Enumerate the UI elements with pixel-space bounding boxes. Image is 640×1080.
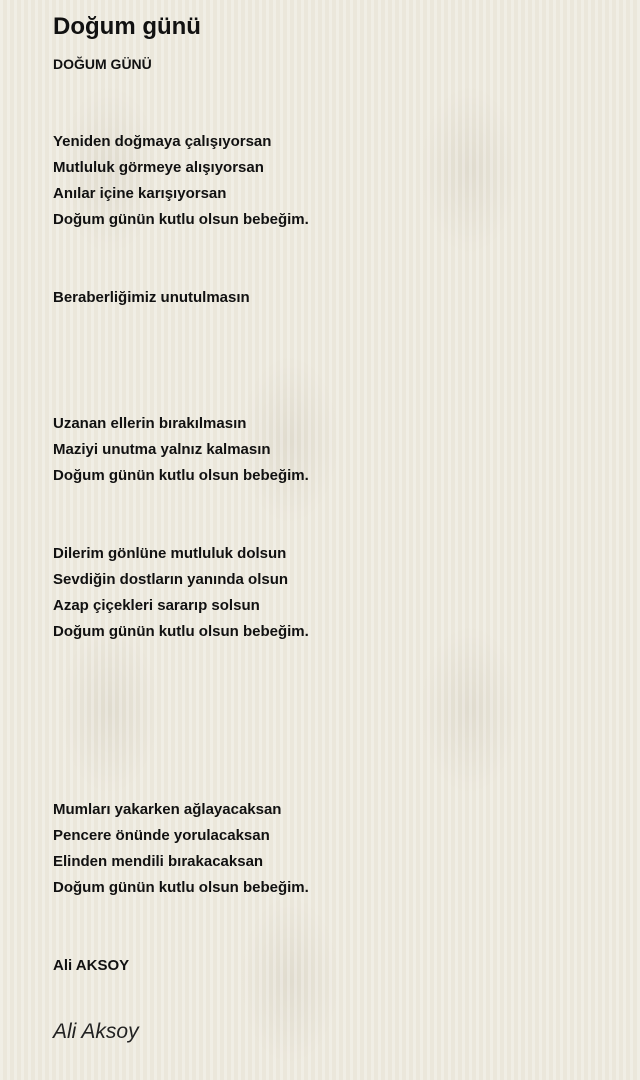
stanza-2 (53, 285, 250, 311)
poem-line: Beraberliğimiz unutulmasın (53, 289, 250, 306)
poem-line: Dilerim gönlüne mutluluk dolsun (53, 545, 287, 562)
author-signature: Ali Aksoy (53, 1020, 139, 1043)
stanza-1 (53, 129, 309, 233)
poem-line: Doğum günün kutlu olsun bebeğim. (53, 467, 309, 484)
poem-line: Mumları yakarken ağlayacaksan (53, 801, 282, 818)
poem-line: Doğum günün kutlu olsun bebeğim. (53, 623, 309, 640)
poem-line: Doğum günün kutlu olsun bebeğim. (53, 211, 309, 228)
poem-line: Sevdiğin dostların yanında olsun (53, 571, 289, 588)
stanza-4 (53, 541, 309, 645)
poem-line: Pencere önünde yorulacaksan (53, 827, 270, 844)
poem-line: Anılar içine karışıyorsan (53, 185, 227, 202)
stanza-3 (53, 411, 309, 489)
poem-author: Ali AKSOY (53, 957, 130, 974)
poem-subtitle: DOĞUM GÜNÜ (53, 56, 152, 72)
poem-line: Azap çiçekleri sararıp solsun (53, 597, 260, 614)
poem-line: Elinden mendili bırakacaksan (53, 853, 264, 870)
poem-line: Maziyi unutma yalnız kalmasın (53, 441, 271, 458)
stanza-5 (53, 797, 309, 901)
poem-title: Doğum günü (53, 13, 201, 40)
poem-line: Mutluluk görmeye alışıyorsan (53, 159, 264, 176)
poem-line: Yeniden doğmaya çalışıyorsan (53, 133, 272, 150)
poem-line: Uzanan ellerin bırakılmasın (53, 415, 247, 432)
poem-line: Doğum günün kutlu olsun bebeğim. (53, 879, 309, 896)
